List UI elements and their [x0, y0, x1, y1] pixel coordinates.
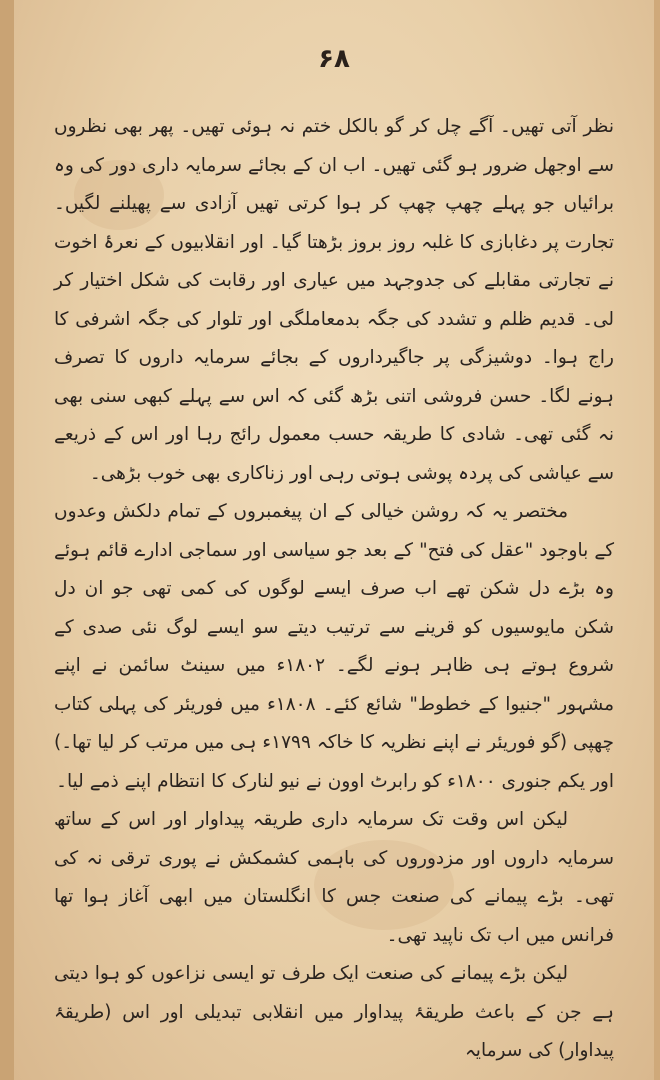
paragraph: نظر آتی تھیں۔ آگے چل کر گو بالکل ختم نہ ہوئی تھیں۔ پھر بھی نظروں سے اوجھل ضرور ہو گئی تھیں۔ اب ان کے بجائے سرمایہ داری دور کی وہ برائیاں جو پہلے چھپ چھپ کر ہوا کرتی تھیں آزادی سے پھیلنے لگیں۔ تجارت پر دغابازی کا غلبہ روز بروز بڑھتا گیا۔ اور انقلابیوں کے نعرۂ اخوت نے تجارتی مقابلے کی جدوجہد میں عیاری اور رقابت کی شکل اختیار کر لی۔ قدیم ظلم و تشدد کی جگہ بدمعاملگی اور تلوار کی جگہ اشرفی کا راج ہوا۔ دوشیزگی پر جاگیرداروں کے بجائے سرمایہ داروں کا تصرف ہونے لگا۔ حسن فروشی اتنی بڑھ گئی کہ اس سے پہلے کبھی سنی بھی نہ گئی تھی۔ شادی کا طریقہ حسب معمول رائج رہا اور اس کے ذریعے سے عیاشی کی پردہ پوشی ہوتی رہی اور زناکاری بھی خوب بڑھی۔: [54, 116, 614, 484]
page-body: [54, 108, 614, 1071]
paragraph: لیکن اس وقت تک سرمایہ داری طریقہ پیداوار اور اس کے ساتھ سرمایہ داروں اور مزدوروں کی باہمی کشمکش نے پوری ترقی نہ کی تھی۔ بڑے پیمانے کی صنعت جس کا انگلستان میں ابھی آغاز ہوا تھا فرانس میں اب تک ناپید تھی۔: [54, 809, 614, 946]
paragraph: لیکن بڑے پیمانے کی صنعت ایک طرف تو ایسی نزاعوں کو ہوا دیتی ہے جن کے باعث طریقۂ پیداوار میں انقلابی تبدیلی اور اس (طریقۂ پیداوار) کی سرمایہ: [54, 963, 614, 1061]
paragraph: مختصر یہ کہ روشن خیالی کے ان پیغمبروں کے تمام دلکش وعدوں کے باوجود "عقل کی فتح" کے بعد جو سیاسی اور سماجی ادارے قائم ہوئے وہ بڑے دل شکن تھے اب صرف ایسے لوگوں کی کمی تھی جو ان دل شکن مایوسیوں کو قرینے سے ترتیب دیتے سو ایسے لوگ نئی صدی کے شروع ہوتے ہی ظاہر ہونے لگے۔ ۱۸۰۲ء میں سینٹ سائمن نے اپنے مشہور "جنیوا کے خطوط" شائع کئے۔ ۱۸۰۸ء میں فوریئر کی پہلی کتاب چھپی (گو فوریئر نے اپنے نظریہ کا خاکہ ۱۷۹۹ء ہی میں مرتب کر لیا تھا۔) اور یکم جنوری ۱۸۰۰ء کو رابرٹ اوون نے نیو لنارک کا انتظام اپنے ذمے لیا۔: [54, 501, 615, 792]
page-number: ۶۸: [318, 44, 350, 74]
